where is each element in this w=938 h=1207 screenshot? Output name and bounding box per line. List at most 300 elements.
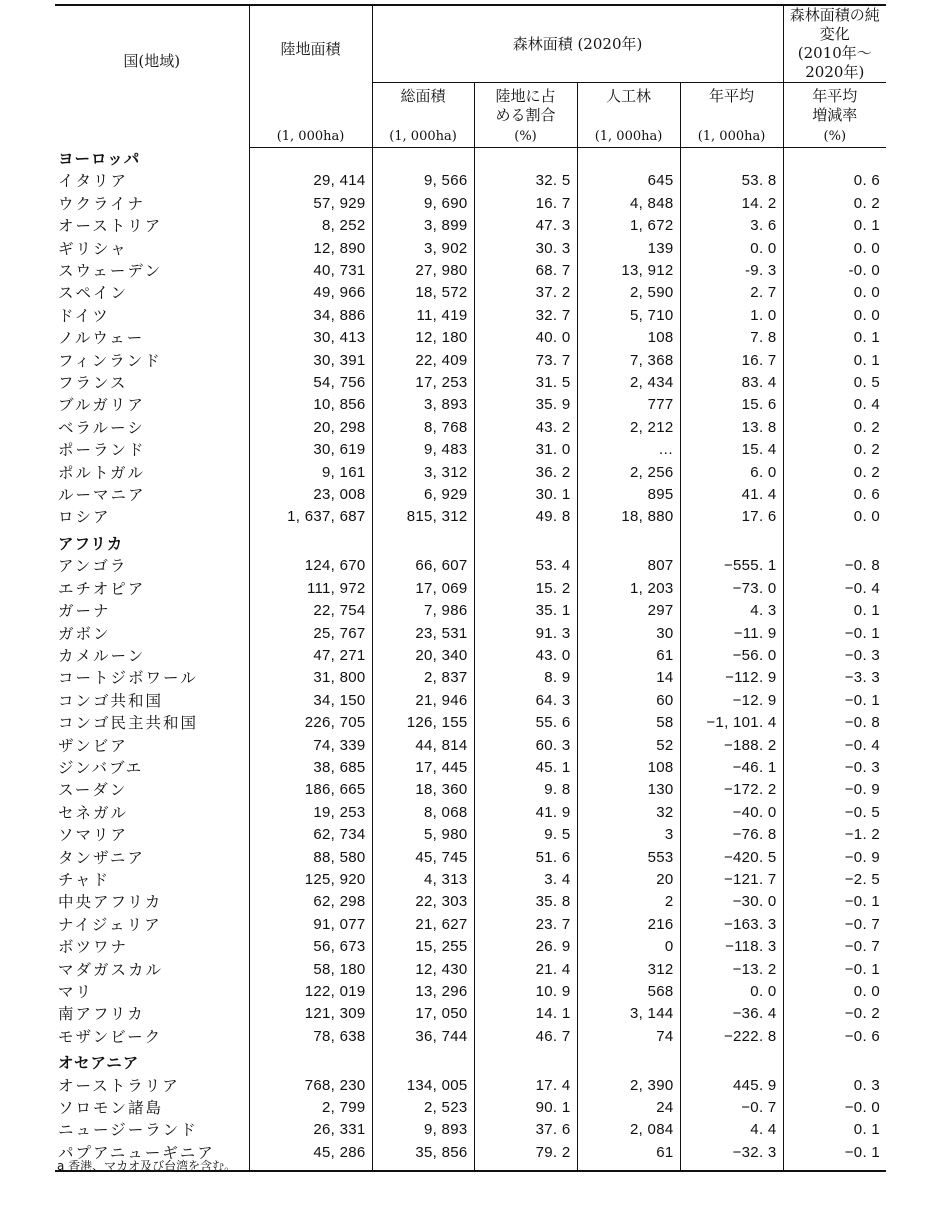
country-name: ザンビア xyxy=(55,735,249,757)
table-cell: 108 xyxy=(577,327,680,349)
table-cell: −0. 8 xyxy=(844,714,881,732)
table-cell: 38, 685 xyxy=(249,757,372,779)
country-name: ニュージーランド xyxy=(55,1119,249,1141)
table-cell: 3, 902 xyxy=(372,238,474,260)
table-cell: 56, 673 xyxy=(249,936,372,958)
header-total-area: 総面積 xyxy=(372,83,474,127)
table-cell: 807 xyxy=(577,555,680,577)
table-cell: −76. 8 xyxy=(680,824,783,846)
table-cell: 5, 980 xyxy=(372,824,474,846)
table-cell: 2. 7 xyxy=(680,282,783,304)
table-row xyxy=(55,735,886,757)
table-cell: 3, 312 xyxy=(372,462,474,484)
table-cell: 124, 670 xyxy=(249,555,372,577)
table-row xyxy=(55,327,886,349)
table-cell: 18, 360 xyxy=(372,779,474,801)
table-cell: 0. 0 xyxy=(853,239,881,257)
table-cell: 134, 005 xyxy=(372,1075,474,1097)
table-cell: 0. 6 xyxy=(853,172,881,190)
table-cell: 226, 705 xyxy=(249,712,372,734)
table-cell: 3. 4 xyxy=(474,869,577,891)
table-cell: 34, 150 xyxy=(249,690,372,712)
country-name: マリ xyxy=(55,981,249,1003)
table-cell: 0 xyxy=(577,936,680,958)
table-cell: 30, 619 xyxy=(249,439,372,461)
table-cell: 22, 754 xyxy=(249,600,372,622)
table-cell: 0. 0 xyxy=(853,983,881,1001)
table-cell: −1, 101. 4 xyxy=(680,712,783,734)
table-cell: 78, 638 xyxy=(249,1026,372,1048)
table-cell: 31, 800 xyxy=(249,667,372,689)
table-cell: 121, 309 xyxy=(249,1003,372,1025)
table-cell: 0. 6 xyxy=(853,486,881,504)
table-row xyxy=(55,712,886,734)
table-cell: 15, 255 xyxy=(372,936,474,958)
country-name: コートジボワール xyxy=(55,667,249,689)
country-name: ジンバブエ xyxy=(55,757,249,779)
country-name: ソマリア xyxy=(55,824,249,846)
table-cell: −0. 0 xyxy=(844,1099,881,1117)
header-forest-area-2020: 森林面積 (2020年) xyxy=(372,5,783,83)
table-cell: -9. 3 xyxy=(680,260,783,282)
country-name: 南アフリカ xyxy=(55,1003,249,1025)
table-cell: 9. 8 xyxy=(474,779,577,801)
table-cell: 8, 768 xyxy=(372,417,474,439)
table-cell: 3 xyxy=(577,824,680,846)
country-name: セネガル xyxy=(55,802,249,824)
table-cell: 25, 767 xyxy=(249,623,372,645)
table-cell: 9, 483 xyxy=(372,439,474,461)
table-cell: 35. 1 xyxy=(474,600,577,622)
table-cell: 10, 856 xyxy=(249,394,372,416)
table-row xyxy=(55,600,886,622)
table-cell: 23, 008 xyxy=(249,484,372,506)
table-cell: 40, 731 xyxy=(249,260,372,282)
table-cell: 17, 445 xyxy=(372,757,474,779)
table-cell: 0. 0 xyxy=(680,981,783,1003)
table-cell: 2, 523 xyxy=(372,1097,474,1119)
table-cell: 9, 566 xyxy=(372,170,474,192)
country-name: ノルウェー xyxy=(55,327,249,349)
table-cell: 30. 3 xyxy=(474,238,577,260)
table-cell: −0. 1 xyxy=(844,624,881,642)
table-row xyxy=(55,170,886,192)
table-row xyxy=(55,824,886,846)
table-cell: −2. 5 xyxy=(844,870,881,888)
table-cell: 79. 2 xyxy=(474,1142,577,1164)
table-cell: 27, 980 xyxy=(372,260,474,282)
table-row xyxy=(55,350,886,372)
table-cell: 58 xyxy=(577,712,680,734)
table-cell: 895 xyxy=(577,484,680,506)
forest-area-table-sheet xyxy=(55,4,886,1172)
table-row xyxy=(55,1097,886,1119)
table-cell: 37. 2 xyxy=(474,282,577,304)
table-cell: 58, 180 xyxy=(249,959,372,981)
country-name: アンゴラ xyxy=(55,555,249,577)
table-cell: 14. 1 xyxy=(474,1003,577,1025)
table-cell: 45, 745 xyxy=(372,847,474,869)
table-cell: −188. 2 xyxy=(680,735,783,757)
table-cell: 21. 4 xyxy=(474,959,577,981)
table-cell: −0. 6 xyxy=(844,1027,881,1045)
country-name: ロシア xyxy=(55,506,249,528)
table-cell: 8, 252 xyxy=(249,215,372,237)
table-cell: 68. 7 xyxy=(474,260,577,282)
table-cell: 43. 2 xyxy=(474,417,577,439)
table-cell: 2, 084 xyxy=(577,1119,680,1141)
table-row xyxy=(55,891,886,913)
table-cell: 4, 848 xyxy=(577,193,680,215)
table-row xyxy=(55,690,886,712)
table-cell: −0. 5 xyxy=(844,803,881,821)
table-cell: 40. 0 xyxy=(474,327,577,349)
table-cell: 14 xyxy=(577,667,680,689)
table-cell: −0. 1 xyxy=(844,960,881,978)
table-cell: 125, 920 xyxy=(249,869,372,891)
table-cell: 12, 430 xyxy=(372,959,474,981)
table-cell: −3. 3 xyxy=(844,669,881,687)
table-cell: 4, 313 xyxy=(372,869,474,891)
table-cell: 2, 390 xyxy=(577,1075,680,1097)
table-cell: 52 xyxy=(577,735,680,757)
unit-planted: (1, 000ha) xyxy=(577,127,680,148)
table-row xyxy=(55,757,886,779)
country-name: ブルガリア xyxy=(55,394,249,416)
table-cell: −0. 9 xyxy=(844,848,881,866)
header-net-change-line2: (2010年～2020年) xyxy=(797,44,872,81)
table-row xyxy=(55,1075,886,1097)
table-cell: −0. 9 xyxy=(844,781,881,799)
table-cell: 21, 627 xyxy=(372,914,474,936)
unit-land-area: (1, 000ha) xyxy=(249,127,372,148)
country-name: ナイジェリア xyxy=(55,914,249,936)
table-row xyxy=(55,506,886,528)
country-name: パプアニューギニア xyxy=(55,1142,249,1164)
country-name: スーダン xyxy=(55,779,249,801)
table-cell: 17, 050 xyxy=(372,1003,474,1025)
table-cell: 49. 8 xyxy=(474,506,577,528)
table-row xyxy=(55,394,886,416)
table-row xyxy=(55,305,886,327)
table-cell: 34, 886 xyxy=(249,305,372,327)
table-row xyxy=(55,1119,886,1141)
country-name: イタリア xyxy=(55,170,249,192)
country-name: ベラルーシ xyxy=(55,417,249,439)
country-name: カメルーン xyxy=(55,645,249,667)
table-cell: −36. 4 xyxy=(680,1003,783,1025)
country-name: ボツワナ xyxy=(55,936,249,958)
table-cell: 130 xyxy=(577,779,680,801)
table-cell: 16. 7 xyxy=(474,193,577,215)
table-cell: −56. 0 xyxy=(680,645,783,667)
table-cell: 51. 6 xyxy=(474,847,577,869)
country-name: 中央アフリカ xyxy=(55,891,249,913)
header-annual-avg: 年平均 xyxy=(680,83,783,127)
country-name: ポーランド xyxy=(55,439,249,461)
table-cell: 32. 7 xyxy=(474,305,577,327)
table-cell: 0. 2 xyxy=(853,463,881,481)
table-row xyxy=(55,215,886,237)
table-cell: 83. 4 xyxy=(680,372,783,394)
table-cell: −0. 7 xyxy=(844,915,881,933)
table-cell: 61 xyxy=(577,1142,680,1164)
table-cell: 2, 799 xyxy=(249,1097,372,1119)
country-name: エチオピア xyxy=(55,578,249,600)
table-cell: 0. 2 xyxy=(853,418,881,436)
table-cell: 88, 580 xyxy=(249,847,372,869)
table-cell: 26. 9 xyxy=(474,936,577,958)
table-row xyxy=(55,1003,886,1025)
table-cell: 553 xyxy=(577,847,680,869)
table-cell: 20, 340 xyxy=(372,645,474,667)
table-cell: 15. 2 xyxy=(474,578,577,600)
table-cell: 8. 9 xyxy=(474,667,577,689)
region-header xyxy=(55,1052,886,1074)
table-cell: 17. 6 xyxy=(680,506,783,528)
country-name: ドイツ xyxy=(55,305,249,327)
table-row xyxy=(55,193,886,215)
table-cell: −112. 9 xyxy=(680,667,783,689)
table-cell: 0. 1 xyxy=(853,217,881,235)
table-cell: 216 xyxy=(577,914,680,936)
table-cell: 5, 710 xyxy=(577,305,680,327)
table-cell: −555. 1 xyxy=(680,555,783,577)
table-cell: 1, 637, 687 xyxy=(249,506,372,528)
table-cell: −73. 0 xyxy=(680,578,783,600)
table-cell: 7, 986 xyxy=(372,600,474,622)
country-name: フィンランド xyxy=(55,350,249,372)
table-row xyxy=(55,484,886,506)
table-cell: 30, 413 xyxy=(249,327,372,349)
table-cell: −172. 2 xyxy=(680,779,783,801)
table-cell: 4. 3 xyxy=(680,600,783,622)
table-row xyxy=(55,578,886,600)
table-cell: 60 xyxy=(577,690,680,712)
table-cell: 64. 3 xyxy=(474,690,577,712)
table-cell: 645 xyxy=(577,170,680,192)
table-cell: 49, 966 xyxy=(249,282,372,304)
table-cell: −0. 3 xyxy=(844,646,881,664)
table-cell: 0. 0 xyxy=(853,306,881,324)
country-name: フランス xyxy=(55,372,249,394)
table-row xyxy=(55,667,886,689)
header-net-change-line1: 森林面積の純変化 xyxy=(789,6,880,43)
header-rate-line2: 増減率 xyxy=(812,106,858,124)
table-row xyxy=(55,802,886,824)
table-cell: 46. 7 xyxy=(474,1026,577,1048)
table-cell: 17, 253 xyxy=(372,372,474,394)
table-cell: 30, 391 xyxy=(249,350,372,372)
country-name: モザンビーク xyxy=(55,1026,249,1048)
table-cell: 55. 6 xyxy=(474,712,577,734)
table-cell: 1, 672 xyxy=(577,215,680,237)
country-name: オーストラリア xyxy=(55,1075,249,1097)
table-cell: −0. 1 xyxy=(844,893,881,911)
table-row xyxy=(55,914,886,936)
table-cell: 2, 256 xyxy=(577,462,680,484)
region-name: オセアニア xyxy=(55,1052,249,1074)
table-cell: 6, 929 xyxy=(372,484,474,506)
table-cell: −118. 3 xyxy=(680,936,783,958)
unit-share: (%) xyxy=(474,127,577,148)
table-cell: 37. 6 xyxy=(474,1119,577,1141)
table-cell: 1, 203 xyxy=(577,578,680,600)
table-row xyxy=(55,869,886,891)
country-name: ルーマニア xyxy=(55,484,249,506)
table-cell: 0. 2 xyxy=(853,441,881,459)
table-cell: 12, 890 xyxy=(249,238,372,260)
table-cell: 815, 312 xyxy=(372,506,474,528)
table-cell: 0. 1 xyxy=(853,1121,881,1139)
table-cell: −0. 7 xyxy=(680,1097,783,1119)
table-cell: 62, 734 xyxy=(249,824,372,846)
table-cell: 0. 0 xyxy=(680,238,783,260)
table-cell: 0. 2 xyxy=(853,194,881,212)
header-planted: 人工林 xyxy=(577,83,680,127)
header-country: 国(地域) xyxy=(55,5,249,148)
table-cell: 17. 4 xyxy=(474,1075,577,1097)
table-cell: 30 xyxy=(577,623,680,645)
table-row xyxy=(55,417,886,439)
region-header xyxy=(55,148,886,171)
table-cell: 32 xyxy=(577,802,680,824)
table-cell: 126, 155 xyxy=(372,712,474,734)
table-cell: 8, 068 xyxy=(372,802,474,824)
table-cell: 74, 339 xyxy=(249,735,372,757)
table-cell: 0. 0 xyxy=(853,284,881,302)
table-cell: 0. 3 xyxy=(853,1076,881,1094)
table-cell: −121. 7 xyxy=(680,869,783,891)
table-row xyxy=(55,238,886,260)
table-cell: 74 xyxy=(577,1026,680,1048)
table-cell: 2, 590 xyxy=(577,282,680,304)
table-cell: 73. 7 xyxy=(474,350,577,372)
table-row xyxy=(55,959,886,981)
table-cell: 2 xyxy=(577,891,680,913)
table-cell: −0. 4 xyxy=(844,736,881,754)
table-cell: −163. 3 xyxy=(680,914,783,936)
table-cell: 44, 814 xyxy=(372,735,474,757)
table-cell: −12. 9 xyxy=(680,690,783,712)
table-row xyxy=(55,645,886,667)
table-cell: 30. 1 xyxy=(474,484,577,506)
table-cell: 9, 161 xyxy=(249,462,372,484)
table-row xyxy=(55,1026,886,1048)
table-cell: 32. 5 xyxy=(474,170,577,192)
header-share-line2: める割合 xyxy=(495,106,556,124)
table-cell: 31. 0 xyxy=(474,439,577,461)
table-cell: 445. 9 xyxy=(680,1075,783,1097)
table-cell: 777 xyxy=(577,394,680,416)
table-cell: −32. 3 xyxy=(680,1142,783,1164)
table-cell: 20 xyxy=(577,869,680,891)
table-cell: 18, 572 xyxy=(372,282,474,304)
table-row xyxy=(55,439,886,461)
table-row xyxy=(55,936,886,958)
header-net-change xyxy=(783,5,886,83)
table-cell: 13. 8 xyxy=(680,417,783,439)
table-cell: 35. 8 xyxy=(474,891,577,913)
table-row xyxy=(55,981,886,1003)
unit-total-area: (1, 000ha) xyxy=(372,127,474,148)
table-cell: 19, 253 xyxy=(249,802,372,824)
region-header xyxy=(55,533,886,555)
table-cell: −0. 8 xyxy=(844,557,881,575)
table-cell: 9, 893 xyxy=(372,1119,474,1141)
table-cell: 111, 972 xyxy=(249,578,372,600)
table-cell: 568 xyxy=(577,981,680,1003)
table-row xyxy=(55,282,886,304)
country-name: コンゴ民主共和国 xyxy=(55,712,249,734)
table-cell: 23. 7 xyxy=(474,914,577,936)
table-cell: −420. 5 xyxy=(680,847,783,869)
table-cell: … xyxy=(577,439,680,461)
table-cell: 4. 4 xyxy=(680,1119,783,1141)
region-name: アフリカ xyxy=(55,533,249,555)
table-cell: 23, 531 xyxy=(372,623,474,645)
table-cell: 16. 7 xyxy=(680,350,783,372)
table-cell: 312 xyxy=(577,959,680,981)
table-cell: 41. 9 xyxy=(474,802,577,824)
table-cell: 3, 893 xyxy=(372,394,474,416)
table-header xyxy=(55,5,886,148)
table-cell: 91. 3 xyxy=(474,623,577,645)
table-cell: 1. 0 xyxy=(680,305,783,327)
table-cell: −40. 0 xyxy=(680,802,783,824)
table-cell: 0. 1 xyxy=(853,351,881,369)
table-cell: 24 xyxy=(577,1097,680,1119)
table-cell: 9. 5 xyxy=(474,824,577,846)
table-cell: 91, 077 xyxy=(249,914,372,936)
table-body xyxy=(55,148,886,1172)
table-cell: 11, 419 xyxy=(372,305,474,327)
country-name: ソロモン諸島 xyxy=(55,1097,249,1119)
table-cell: 47. 3 xyxy=(474,215,577,237)
table-cell: −46. 1 xyxy=(680,757,783,779)
table-cell: −0. 1 xyxy=(844,1143,881,1161)
table-cell: 7. 8 xyxy=(680,327,783,349)
table-cell: 2, 837 xyxy=(372,667,474,689)
table-cell: 57, 929 xyxy=(249,193,372,215)
table-row xyxy=(55,847,886,869)
table-cell: −13. 2 xyxy=(680,959,783,981)
table-cell: 0. 4 xyxy=(853,396,881,414)
table-cell: 10. 9 xyxy=(474,981,577,1003)
table-row xyxy=(55,555,886,577)
table-cell: 18, 880 xyxy=(577,506,680,528)
table-row xyxy=(55,779,886,801)
header-rate-line1: 年平均 xyxy=(812,87,858,105)
table-cell: 15. 4 xyxy=(680,439,783,461)
table-row xyxy=(55,260,886,282)
table-cell: 108 xyxy=(577,757,680,779)
table-row xyxy=(55,623,886,645)
country-name: ポルトガル xyxy=(55,462,249,484)
table-cell: −11. 9 xyxy=(680,623,783,645)
table-cell: 17, 069 xyxy=(372,578,474,600)
country-name: チャド xyxy=(55,869,249,891)
table-cell: 41. 4 xyxy=(680,484,783,506)
table-cell: 768, 230 xyxy=(249,1075,372,1097)
header-land-area: 陸地面積 xyxy=(249,5,372,127)
table-cell: 36. 2 xyxy=(474,462,577,484)
table-cell: −0. 7 xyxy=(844,938,881,956)
table-cell: 53. 4 xyxy=(474,555,577,577)
table-cell: 13, 296 xyxy=(372,981,474,1003)
table-cell: 3, 144 xyxy=(577,1003,680,1025)
header-share-of-land xyxy=(474,83,577,127)
